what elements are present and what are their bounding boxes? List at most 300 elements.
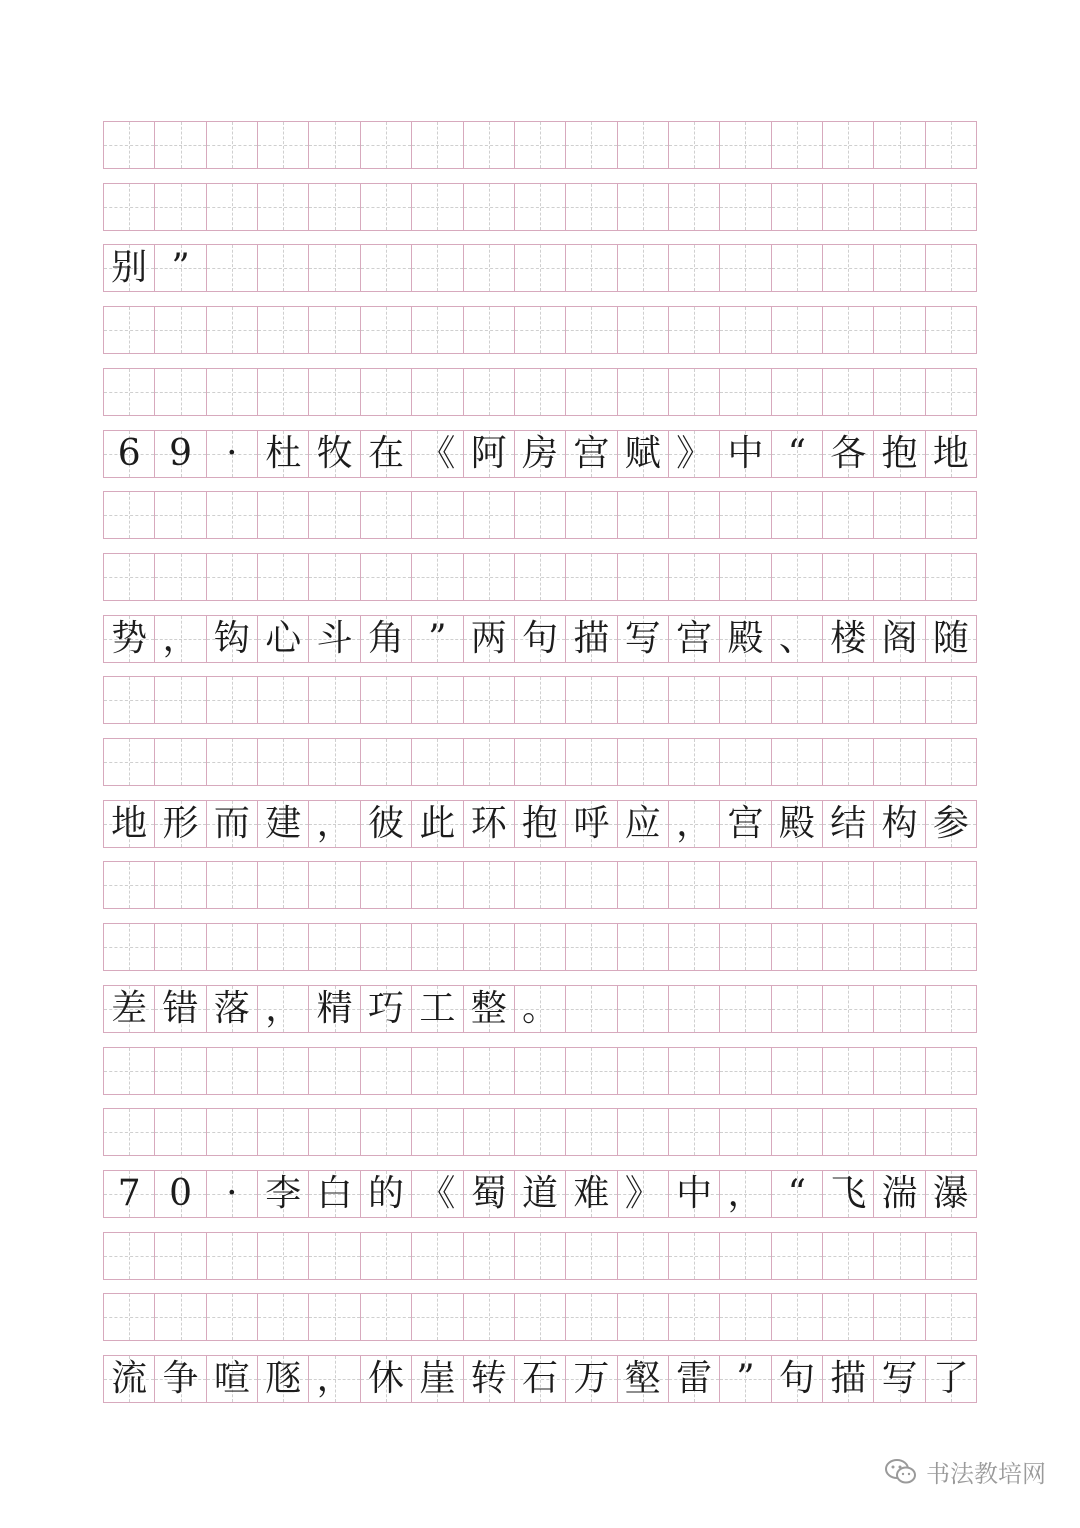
grid-cell: [207, 184, 258, 230]
grid-cell: [618, 862, 669, 908]
grid-cell: [309, 1294, 360, 1340]
grid-cell: [515, 801, 566, 847]
grid-cell: [515, 245, 566, 291]
grid-cell: [720, 369, 771, 415]
grid-cell: [926, 1171, 977, 1217]
grid-cell: [309, 986, 360, 1032]
grid-cell: [361, 1109, 412, 1155]
grid-cell: [207, 801, 258, 847]
grid-cell: [412, 307, 463, 353]
grid-cell: [412, 1294, 463, 1340]
grid-cell: [566, 1171, 617, 1217]
grid-cell: [207, 245, 258, 291]
grid-cell: [926, 1294, 977, 1340]
grid-cell: [720, 245, 771, 291]
grid-cell: [874, 924, 925, 970]
grid-cell: [464, 1109, 515, 1155]
grid-row: [103, 430, 977, 478]
grid-cell: [104, 492, 155, 538]
grid-cell: [669, 1109, 720, 1155]
grid-cell: [207, 307, 258, 353]
grid-cell: [874, 184, 925, 230]
character: ，: [316, 1358, 353, 1399]
grid-cell: [566, 431, 617, 477]
grid-cell: [464, 1294, 515, 1340]
grid-cell: [566, 245, 617, 291]
grid-cell: [772, 245, 823, 291]
grid-cell: [823, 739, 874, 785]
grid-cell: [412, 801, 463, 847]
grid-cell: [464, 431, 515, 477]
grid-cell: [772, 184, 823, 230]
grid-cell: [823, 1294, 874, 1340]
character: ，: [727, 1173, 764, 1214]
grid-row: [103, 676, 977, 724]
grid-cell: [926, 369, 977, 415]
grid-cell: [823, 616, 874, 662]
grid-cell: [669, 924, 720, 970]
grid-cell: [155, 307, 206, 353]
grid-cell: [772, 801, 823, 847]
grid-cell: [361, 245, 412, 291]
grid-cell: [618, 1109, 669, 1155]
character: ，: [265, 988, 302, 1029]
grid-cell: [926, 307, 977, 353]
character: 各: [830, 433, 867, 474]
character: 转: [470, 1358, 507, 1399]
grid-cell: [412, 986, 463, 1032]
grid-cell: [309, 184, 360, 230]
grid-cell: [155, 1356, 206, 1402]
grid-cell: [207, 431, 258, 477]
grid-cell: [669, 616, 720, 662]
grid-cell: [104, 307, 155, 353]
grid-cell: [618, 554, 669, 600]
grid-cell: [207, 986, 258, 1032]
grid-cell: [720, 184, 771, 230]
watermark: [884, 1454, 1046, 1489]
grid-cell: [464, 369, 515, 415]
grid-cell: [823, 924, 874, 970]
grid-cell: [155, 554, 206, 600]
grid-cell: [874, 1109, 925, 1155]
character: 蜀: [470, 1173, 507, 1214]
grid-cell: [361, 431, 412, 477]
grid-cell: [926, 616, 977, 662]
grid-cell: [361, 1048, 412, 1094]
character: “: [787, 1173, 807, 1214]
grid-cell: [874, 245, 925, 291]
grid-cell: [720, 1356, 771, 1402]
character: 石: [522, 1358, 559, 1399]
grid-row: [103, 985, 977, 1033]
grid-cell: [515, 677, 566, 723]
character: 、: [778, 618, 815, 659]
grid-cell: [207, 1294, 258, 1340]
character: 中: [727, 433, 764, 474]
character: 李: [265, 1173, 302, 1214]
grid-cell: [669, 492, 720, 538]
grid-cell: [823, 184, 874, 230]
grid-cell: [104, 1109, 155, 1155]
grid-cell: [926, 924, 977, 970]
character: 精: [316, 988, 353, 1029]
grid-cell: [823, 245, 874, 291]
grid-cell: [309, 1048, 360, 1094]
grid-cell: [720, 554, 771, 600]
grid-cell: [309, 1109, 360, 1155]
character: 参: [932, 803, 969, 844]
grid-cell: [258, 1171, 309, 1217]
grid-cell: [464, 677, 515, 723]
grid-cell: [155, 1294, 206, 1340]
character: 殿: [778, 803, 815, 844]
grid-cell: [669, 245, 720, 291]
grid-cell: [155, 369, 206, 415]
grid-cell: [669, 986, 720, 1032]
grid-cell: [720, 924, 771, 970]
character: 崖: [419, 1358, 456, 1399]
grid-row: [103, 861, 977, 909]
character: 建: [265, 803, 302, 844]
grid-cell: [669, 184, 720, 230]
grid-cell: [669, 1356, 720, 1402]
grid-cell: [258, 1356, 309, 1402]
grid-cell: [412, 122, 463, 168]
grid-cell: [720, 1233, 771, 1279]
grid-cell: [207, 1048, 258, 1094]
grid-cell: [618, 307, 669, 353]
grid-cell: [309, 1233, 360, 1279]
grid-cell: [207, 122, 258, 168]
grid-cell: [515, 616, 566, 662]
grid-cell: [155, 801, 206, 847]
grid-cell: [258, 677, 309, 723]
grid-row: [103, 183, 977, 231]
grid-cell: [361, 1294, 412, 1340]
grid-cell: [720, 677, 771, 723]
grid-cell: [566, 307, 617, 353]
grid-cell: [874, 554, 925, 600]
grid-cell: [515, 1048, 566, 1094]
grid-cell: [566, 862, 617, 908]
grid-cell: [515, 307, 566, 353]
grid-cell: [104, 431, 155, 477]
character: 7: [117, 1173, 141, 1214]
grid-row: [103, 121, 977, 169]
grid-cell: [104, 1233, 155, 1279]
character: ，: [162, 618, 199, 659]
grid-cell: [515, 1356, 566, 1402]
grid-cell: [772, 1109, 823, 1155]
grid-cell: [566, 1356, 617, 1402]
grid-cell: [515, 986, 566, 1032]
grid-cell: [566, 924, 617, 970]
grid-cell: [412, 554, 463, 600]
character: 宫: [727, 803, 764, 844]
grid-cell: [258, 616, 309, 662]
grid-cell: [104, 677, 155, 723]
grid-cell: [926, 431, 977, 477]
character: 而: [213, 803, 250, 844]
grid-cell: [412, 677, 463, 723]
character: 在: [367, 433, 404, 474]
grid-cell: [874, 677, 925, 723]
grid-cell: [104, 801, 155, 847]
grid-cell: [361, 1233, 412, 1279]
grid-cell: [104, 986, 155, 1032]
grid-cell: [309, 492, 360, 538]
grid-cell: [412, 431, 463, 477]
grid-cell: [874, 1294, 925, 1340]
grid-cell: [104, 862, 155, 908]
grid-cell: [464, 739, 515, 785]
grid-cell: [566, 986, 617, 1032]
grid-cell: [772, 554, 823, 600]
grid-cell: [772, 616, 823, 662]
grid-cell: [361, 492, 412, 538]
grid-cell: [104, 184, 155, 230]
character: 巧: [367, 988, 404, 1029]
grid-cell: [309, 616, 360, 662]
character: 斗: [316, 618, 353, 659]
grid-cell: [823, 677, 874, 723]
grid-cell: [823, 1109, 874, 1155]
grid-row: [103, 1047, 977, 1095]
grid-cell: [412, 184, 463, 230]
grid-cell: [720, 986, 771, 1032]
grid-cell: [104, 1048, 155, 1094]
grid-cell: [618, 369, 669, 415]
character: 心: [265, 618, 302, 659]
character: 房: [522, 433, 559, 474]
grid-cell: [361, 122, 412, 168]
grid-cell: [464, 554, 515, 600]
grid-cell: [618, 801, 669, 847]
grid-cell: [566, 1233, 617, 1279]
grid-cell: [361, 616, 412, 662]
grid-cell: [309, 1171, 360, 1217]
character: 地: [932, 433, 969, 474]
grid-cell: [207, 924, 258, 970]
character: 势: [111, 618, 148, 659]
grid-cell: [309, 739, 360, 785]
grid-cell: [515, 184, 566, 230]
grid-cell: [258, 431, 309, 477]
grid-cell: [309, 801, 360, 847]
character: 喧: [213, 1358, 250, 1399]
grid-cell: [823, 862, 874, 908]
grid-cell: [104, 1171, 155, 1217]
grid-cell: [258, 122, 309, 168]
character: 万: [573, 1358, 610, 1399]
grid-cell: [361, 184, 412, 230]
character: 环: [470, 803, 507, 844]
grid-cell: [207, 1233, 258, 1279]
grid-cell: [618, 184, 669, 230]
grid-cell: [874, 986, 925, 1032]
grid-cell: [926, 986, 977, 1032]
grid-cell: [618, 492, 669, 538]
grid-cell: [874, 739, 925, 785]
grid-cell: [823, 986, 874, 1032]
grid-cell: [412, 739, 463, 785]
grid-cell: [669, 307, 720, 353]
character: ”: [171, 247, 190, 288]
grid-cell: [823, 1048, 874, 1094]
grid-cell: [104, 1356, 155, 1402]
grid-row: [103, 1293, 977, 1341]
grid-cell: [515, 924, 566, 970]
grid-cell: [823, 369, 874, 415]
grid-cell: [258, 924, 309, 970]
grid-cell: [566, 369, 617, 415]
grid-cell: [566, 739, 617, 785]
grid-cell: [309, 924, 360, 970]
grid-cell: [412, 1233, 463, 1279]
grid-cell: [258, 369, 309, 415]
grid-cell: [618, 1233, 669, 1279]
grid-cell: [258, 739, 309, 785]
grid-cell: [207, 1109, 258, 1155]
character: 写: [881, 1358, 918, 1399]
grid-cell: [412, 492, 463, 538]
grid-cell: [155, 677, 206, 723]
grid-cell: [412, 1356, 463, 1402]
character: 别: [111, 247, 148, 288]
grid-cell: [669, 369, 720, 415]
grid-cell: [361, 862, 412, 908]
grid-cell: [361, 369, 412, 415]
grid-cell: [823, 1356, 874, 1402]
character: 了: [932, 1358, 969, 1399]
grid-cell: [618, 431, 669, 477]
grid-row: [103, 1232, 977, 1280]
grid-row: [103, 738, 977, 786]
grid-cell: [207, 492, 258, 538]
character: 流: [111, 1358, 148, 1399]
grid-row: [103, 244, 977, 292]
grid-cell: [464, 801, 515, 847]
grid-cell: [361, 739, 412, 785]
grid-cell: [258, 1294, 309, 1340]
grid-cell: [464, 307, 515, 353]
character: 飞: [830, 1173, 867, 1214]
grid-cell: [926, 245, 977, 291]
character: 形: [162, 803, 199, 844]
grid-cell: [155, 245, 206, 291]
character: 差: [111, 988, 148, 1029]
character: 》: [624, 1173, 661, 1214]
grid-cell: [618, 245, 669, 291]
character: 牧: [316, 433, 353, 474]
character: 难: [573, 1173, 610, 1214]
grid-cell: [464, 986, 515, 1032]
grid-cell: [669, 554, 720, 600]
grid-cell: [566, 184, 617, 230]
grid-cell: [618, 122, 669, 168]
character: 句: [778, 1358, 815, 1399]
grid-cell: [669, 1294, 720, 1340]
grid-cell: [155, 924, 206, 970]
grid-cell: [618, 1356, 669, 1402]
grid-cell: [823, 801, 874, 847]
grid-cell: [258, 307, 309, 353]
grid-cell: [926, 1356, 977, 1402]
grid-cell: [874, 616, 925, 662]
grid-cell: [104, 369, 155, 415]
grid-cell: [464, 245, 515, 291]
grid-cell: [515, 369, 566, 415]
grid-cell: [720, 1294, 771, 1340]
grid-cell: [515, 554, 566, 600]
grid-cell: [772, 924, 823, 970]
grid-cell: [926, 1109, 977, 1155]
grid-row: [103, 1355, 977, 1403]
grid-cell: [720, 431, 771, 477]
grid-cell: [309, 1356, 360, 1402]
character: 杜: [265, 433, 302, 474]
grid-cell: [155, 431, 206, 477]
grid-cell: [309, 307, 360, 353]
character: ，: [316, 803, 353, 844]
character: 角: [367, 618, 404, 659]
grid-cell: [412, 862, 463, 908]
character: 抱: [881, 433, 918, 474]
grid-cell: [720, 862, 771, 908]
grid-cell: [874, 307, 925, 353]
grid-cell: [720, 616, 771, 662]
grid-cell: [720, 1048, 771, 1094]
grid-cell: [258, 801, 309, 847]
grid-cell: [361, 924, 412, 970]
grid-cell: [772, 1294, 823, 1340]
grid-cell: [155, 739, 206, 785]
grid-cell: [412, 924, 463, 970]
grid-cell: [464, 1356, 515, 1402]
grid-cell: [874, 862, 925, 908]
character: 宫: [676, 618, 713, 659]
character: 6: [117, 433, 141, 474]
grid-cell: [926, 801, 977, 847]
grid-cell: [926, 862, 977, 908]
grid-cell: [464, 1233, 515, 1279]
grid-cell: [618, 986, 669, 1032]
grid-cell: [720, 307, 771, 353]
character: 道: [522, 1173, 559, 1214]
grid-cell: [412, 245, 463, 291]
character: 此: [419, 803, 456, 844]
character: 工: [419, 988, 456, 1029]
grid-cell: [669, 122, 720, 168]
grid-cell: [618, 924, 669, 970]
character: ”: [736, 1358, 755, 1399]
character: 9: [169, 433, 192, 474]
character: 抱: [522, 803, 559, 844]
grid-row: [103, 1108, 977, 1156]
grid-cell: [669, 1233, 720, 1279]
grid-cell: [772, 862, 823, 908]
grid-cell: [515, 122, 566, 168]
grid-cell: [309, 677, 360, 723]
grid-cell: [515, 862, 566, 908]
character: 随: [932, 618, 969, 659]
grid-cell: [874, 1233, 925, 1279]
grid-cell: [874, 492, 925, 538]
character: 《: [419, 1173, 456, 1214]
grid-cell: [515, 739, 566, 785]
grid-cell: [464, 924, 515, 970]
